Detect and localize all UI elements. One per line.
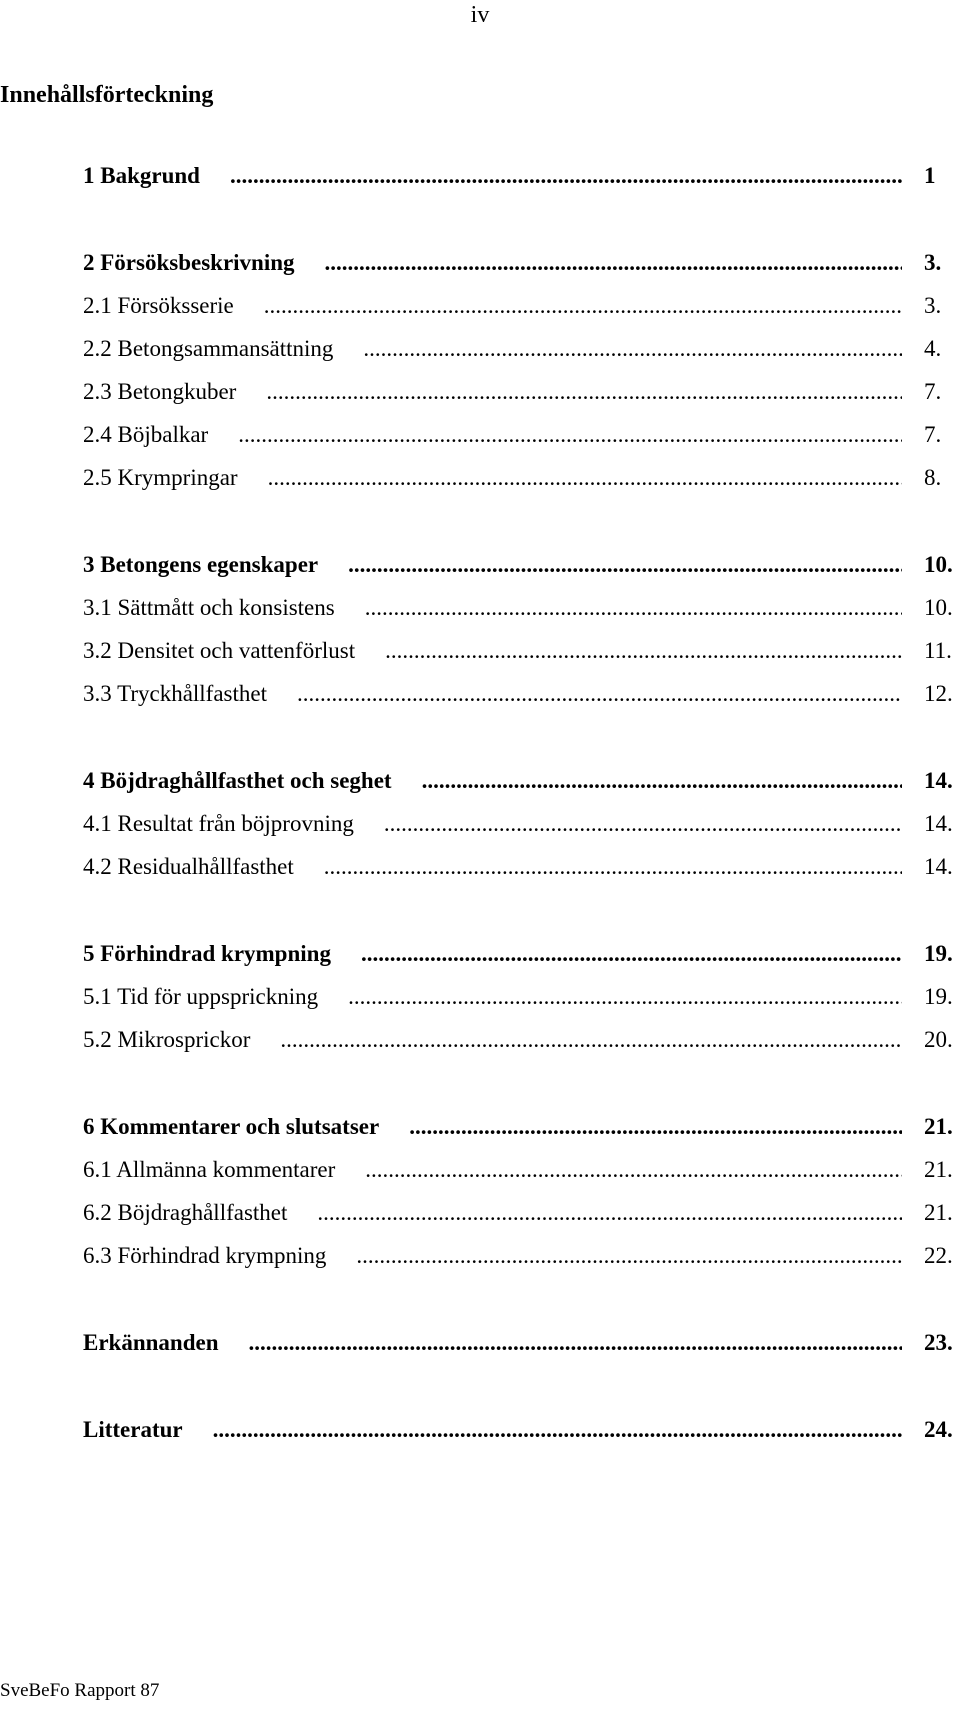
toc-entry-page-number: 10.: [924, 552, 953, 577]
footer-report-label: SveBeFo Rapport 87: [0, 1680, 160, 1701]
toc-entry[interactable]: [83, 635, 960, 667]
toc-dot-leader: [268, 462, 902, 494]
toc-entry[interactable]: [83, 808, 960, 840]
toc-dot-leader: [249, 1327, 902, 1359]
toc-entry-title: 6.2 Böjdraghållfasthet: [83, 1200, 288, 1225]
toc-entry-title: 4 Böjdraghållfasthet och seghet: [83, 768, 392, 793]
toc-title: Innehållsförteckning: [0, 82, 214, 108]
toc-dot-leader: [348, 981, 902, 1013]
toc-dot-leader: [230, 160, 902, 192]
toc-dot-leader: [363, 333, 902, 365]
toc-entry[interactable]: [83, 160, 960, 192]
toc-entry-title: 3.2 Densitet och vattenförlust: [83, 638, 356, 663]
toc-entry-page-number: 14.: [924, 854, 953, 879]
toc-entry-title: 2.2 Betongsammansättning: [83, 336, 334, 361]
toc-entry-page-number: 21.: [924, 1114, 953, 1139]
toc-entry-page-number: 3.: [924, 293, 942, 318]
toc-entry-page-number: 20.: [924, 1027, 953, 1052]
toc-entry[interactable]: [83, 981, 960, 1013]
toc-entry-title: Erkännanden: [83, 1330, 219, 1355]
toc-entry-page-number: 24.: [924, 1417, 953, 1442]
toc-entry-title: 5.1 Tid för uppsprickning: [83, 984, 319, 1009]
toc-entry-title: 2.5 Krympringar: [83, 465, 238, 490]
toc-entry[interactable]: [83, 938, 960, 970]
toc-entry[interactable]: [83, 247, 960, 279]
toc-entry-page-number: 23.: [924, 1330, 953, 1355]
toc-entry-page-number: 3.: [924, 250, 942, 275]
toc-entry-page-number: 11.: [924, 638, 952, 663]
toc-entry[interactable]: [83, 1024, 960, 1056]
toc-dot-leader: [317, 1197, 902, 1229]
toc-entry[interactable]: [83, 1154, 960, 1186]
toc-entry-title: 2.3 Betongkuber: [83, 379, 237, 404]
toc-dot-leader: [266, 376, 902, 408]
toc-entry-page-number: 14.: [924, 768, 953, 793]
toc-entry[interactable]: [83, 1327, 960, 1359]
toc-entry-title: 2.4 Böjbalkar: [83, 422, 209, 447]
toc-entry[interactable]: [83, 1111, 960, 1143]
toc-entry-title: 6.3 Förhindrad krympning: [83, 1243, 327, 1268]
toc-dot-leader: [356, 1240, 902, 1272]
toc-entry-title: 6.1 Allmänna kommentarer: [83, 1157, 336, 1182]
toc-entry-page-number: 7.: [924, 379, 942, 404]
toc-entry-page-number: 1: [924, 163, 936, 188]
toc-entry-title: 3.3 Tryckhållfasthet: [83, 681, 267, 706]
toc-dot-leader: [361, 938, 902, 970]
toc-entry-page-number: 12.: [924, 681, 953, 706]
toc-entry-page-number: 19.: [924, 941, 953, 966]
toc-entry-page-number: 22.: [924, 1243, 953, 1268]
toc-entry[interactable]: [83, 1240, 960, 1272]
toc-entry[interactable]: [83, 765, 960, 797]
toc-dot-leader: [348, 549, 902, 581]
toc-dot-leader: [324, 851, 902, 883]
toc-entry-title: 3 Betongens egenskaper: [83, 552, 319, 577]
toc-entry[interactable]: [83, 678, 960, 710]
toc-entry-page-number: 21.: [924, 1157, 953, 1182]
toc-dot-leader: [409, 1111, 902, 1143]
toc-entry-page-number: 14.: [924, 811, 953, 836]
toc-entry-title: 2.1 Försöksserie: [83, 293, 234, 318]
toc-entry-title: 4.1 Resultat från böjprovning: [83, 811, 354, 836]
toc-entry-title: 6 Kommentarer och slutsatser: [83, 1114, 380, 1139]
toc-dot-leader: [297, 678, 902, 710]
toc-entry-title: 2 Försöksbeskrivning: [83, 250, 295, 275]
toc-dot-leader: [238, 419, 902, 451]
toc-dot-leader: [385, 635, 902, 667]
toc-entry-title: 5 Förhindrad krympning: [83, 941, 331, 966]
toc-entry-title: 4.2 Residualhållfasthet: [83, 854, 294, 879]
toc-entry-page-number: 10.: [924, 595, 953, 620]
toc-dot-leader: [213, 1414, 902, 1446]
toc-entry[interactable]: [83, 462, 960, 494]
toc-entry-page-number: 19.: [924, 984, 953, 1009]
toc-dot-leader: [384, 808, 902, 840]
toc-entry[interactable]: [83, 592, 960, 624]
toc-entry-page-number: 8.: [924, 465, 942, 490]
toc-entry[interactable]: [83, 290, 960, 322]
toc-dot-leader: [365, 592, 902, 624]
toc-entry-title: 1 Bakgrund: [83, 163, 200, 188]
toc-entry[interactable]: [83, 419, 960, 451]
toc-dot-leader: [365, 1154, 902, 1186]
toc-entry[interactable]: [83, 851, 960, 883]
toc-entry-title: 3.1 Sättmått och konsistens: [83, 595, 335, 620]
toc-dot-leader: [422, 765, 902, 797]
toc-dot-leader: [264, 290, 902, 322]
toc-dot-leader: [280, 1024, 902, 1056]
toc-dot-leader: [325, 247, 902, 279]
toc-entry-page-number: 7.: [924, 422, 942, 447]
toc-entry-title: Litteratur: [83, 1417, 183, 1442]
toc-entry[interactable]: [83, 333, 960, 365]
toc-entry-page-number: 21.: [924, 1200, 953, 1225]
toc-entry[interactable]: [83, 1414, 960, 1446]
toc-entry[interactable]: [83, 549, 960, 581]
toc-entry-title: 5.2 Mikrosprickor: [83, 1027, 251, 1052]
toc-entry[interactable]: [83, 376, 960, 408]
toc-entry-page-number: 4.: [924, 336, 942, 361]
toc-entry[interactable]: [83, 1197, 960, 1229]
page-number: iv: [470, 2, 490, 28]
